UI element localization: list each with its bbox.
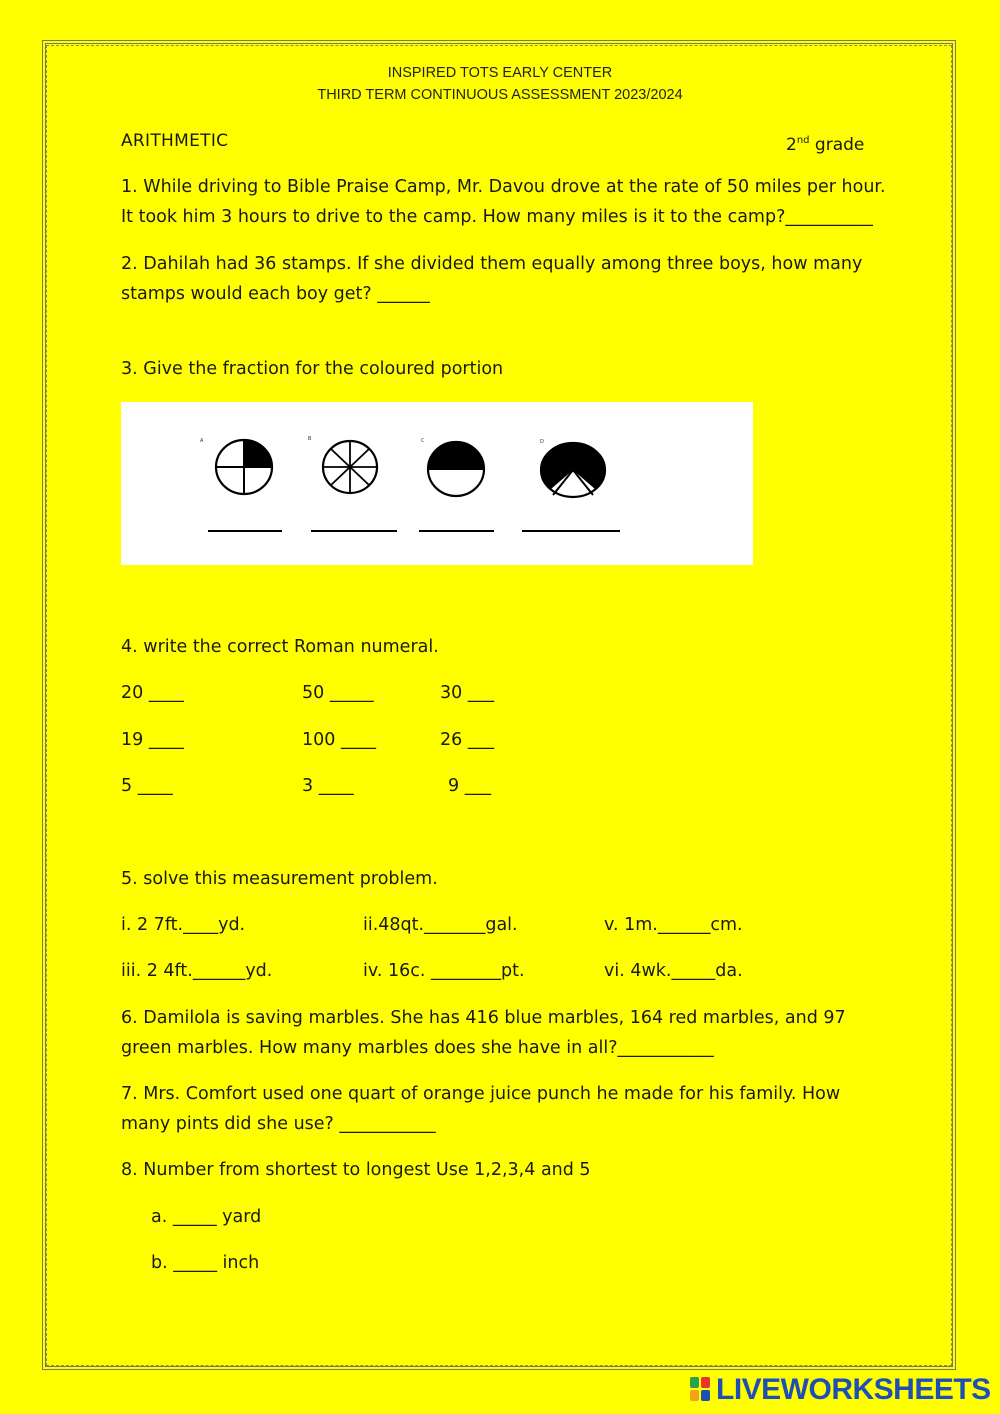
grade-label: 2nd grade	[786, 135, 865, 155]
measurement-item: i. 2 7ft.____yd.	[121, 915, 246, 935]
answer-blank-c[interactable]	[419, 530, 494, 532]
fraction-figures	[121, 402, 753, 565]
question-5: 5. solve this measurement problem.	[121, 869, 438, 889]
assessment-title: THIRD TERM CONTINUOUS ASSESSMENT 2023/2024	[317, 87, 683, 103]
answer-blank-a[interactable]	[208, 530, 282, 532]
subject-title: ARITHMETIC	[121, 131, 229, 151]
document-header	[0, 62, 1000, 106]
measurement-item: iv. 16c. ________pt.	[363, 961, 525, 981]
liveworksheets-mark-icon	[690, 1377, 712, 1403]
roman-item: 3 ____	[302, 776, 354, 796]
answer-blank-b[interactable]	[311, 530, 397, 532]
fraction-label-d: D	[540, 439, 544, 445]
question-4: 4. write the correct Roman numeral.	[121, 637, 439, 657]
roman-item: 100 ____	[302, 730, 376, 750]
roman-item: 30 ___	[440, 683, 495, 703]
roman-item: 19 ____	[121, 730, 184, 750]
fraction-label-a: A	[200, 438, 204, 444]
question-6: 6. Damilola is saving marbles. She has 416 blue marbles, 164 red marbles, and 97 green marbles. How many marbles does she have in all?___________	[121, 1008, 846, 1058]
answer-blank-d[interactable]	[522, 530, 620, 532]
roman-item: 26 ___	[440, 730, 495, 750]
roman-item: 9 ___	[448, 776, 491, 796]
ordering-item: b. _____ inch	[151, 1253, 260, 1273]
fraction-circle-d	[541, 443, 605, 497]
liveworksheets-logo[interactable]	[690, 1374, 991, 1406]
fraction-circle-b	[323, 441, 377, 493]
fraction-label-b: B	[308, 436, 312, 442]
question-8: 8. Number from shortest to longest Use 1,2,3,4 and 5	[121, 1160, 591, 1180]
question-7: 7. Mrs. Comfort used one quart of orange juice punch he made for his family. How many pints did she use? ___________	[121, 1084, 841, 1134]
fraction-label-c: C	[421, 438, 425, 444]
question-2: 2. Dahilah had 36 stamps. If she divided them equally among three boys, how many stamps would each boy get? ______	[121, 254, 863, 304]
roman-item: 20 ____	[121, 683, 184, 703]
roman-item: 5 ____	[121, 776, 173, 796]
roman-item: 50 _____	[302, 683, 374, 703]
measurement-item: ii.48qt._______gal.	[363, 915, 518, 935]
measurement-item: vi. 4wk._____da.	[604, 961, 743, 981]
fraction-circle-c	[428, 442, 484, 496]
measurement-item: v. 1m.______cm.	[604, 915, 743, 935]
ordering-item: a. _____ yard	[151, 1207, 262, 1227]
fraction-circle-a	[216, 440, 272, 494]
question-3: 3. Give the fraction for the coloured portion	[121, 359, 504, 379]
fraction-circles	[121, 402, 753, 565]
liveworksheets-wordmark: LIVEWORKSHEETS	[716, 1373, 991, 1406]
school-name: INSPIRED TOTS EARLY CENTER	[387, 65, 613, 81]
measurement-item: iii. 2 4ft.______yd.	[121, 961, 273, 981]
question-1: 1. While driving to Bible Praise Camp, Mr. Davou drove at the rate of 50 miles per hour. It took him 3 hours to drive to the camp. How many miles is it to the camp?__________	[121, 177, 886, 227]
